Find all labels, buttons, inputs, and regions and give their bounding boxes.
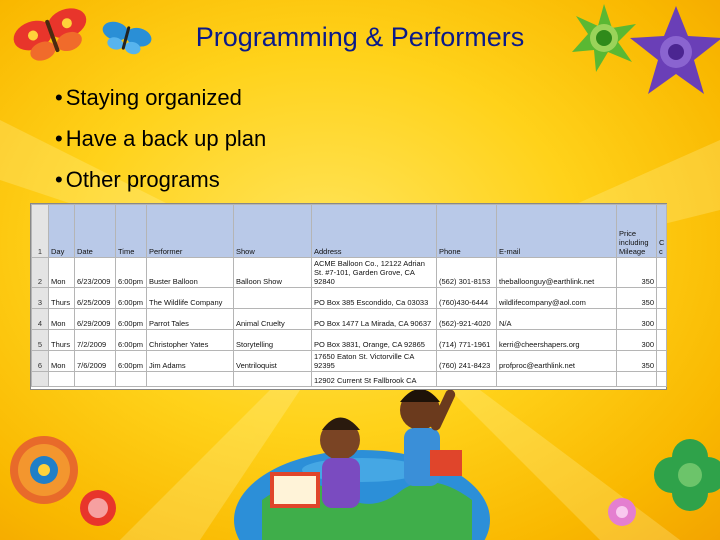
table-cell: The Wildlife Company [147, 288, 234, 309]
table-cell: Thurs [49, 330, 75, 351]
table-cell [657, 330, 667, 351]
table-cell: 6/29/2009 [75, 309, 116, 330]
table-cell: Thurs [49, 288, 75, 309]
pink-flower-icon [608, 498, 636, 526]
table-cell: ACME Balloon Co., 12122 Adrian St. #7-101, Garden Grove, CA 92840 [312, 258, 437, 288]
row-number: 4 [32, 309, 49, 330]
bullet-marker: • [55, 126, 63, 151]
table-cell: 300 [617, 330, 657, 351]
row-number [32, 372, 49, 387]
bullet-item [55, 125, 266, 166]
table-cell [75, 372, 116, 387]
table-cell: (562) 301-8153 [437, 258, 497, 288]
header-cell: Price including Mileage [617, 205, 657, 258]
table-cell: 350 [617, 351, 657, 372]
performer-spreadsheet [30, 203, 667, 390]
header-cell: Show [234, 205, 312, 258]
table-row [32, 351, 667, 372]
table-cell [49, 372, 75, 387]
green-flower-icon [654, 439, 720, 511]
table-cell: Parrot Tales [147, 309, 234, 330]
header-cell: C c [657, 205, 667, 258]
table-cell [657, 288, 667, 309]
bullet-item [55, 84, 266, 125]
table-cell: wildlifecompany@aol.com [497, 288, 617, 309]
table-row [32, 330, 667, 351]
spreadsheet-body [32, 258, 667, 387]
header-cell: Phone [437, 205, 497, 258]
table-cell: PO Box 1477 La Mirada, CA 90637 [312, 309, 437, 330]
table-cell [657, 309, 667, 330]
table-cell [147, 372, 234, 387]
row-number: 3 [32, 288, 49, 309]
table-cell: Mon [49, 309, 75, 330]
header-cell: Day [49, 205, 75, 258]
bullet-list [55, 84, 266, 207]
table-cell: Jim Adams [147, 351, 234, 372]
header-cell: Time [116, 205, 147, 258]
boy-waving-illustration [400, 388, 462, 486]
row-number: 5 [32, 330, 49, 351]
bullet-marker: • [55, 167, 63, 192]
table-cell: theballoonguy@earthlink.net [497, 258, 617, 288]
header-cell: Address [312, 205, 437, 258]
header-cell: E-mail [497, 205, 617, 258]
table-cell [234, 372, 312, 387]
table-cell [234, 288, 312, 309]
table-cell: Mon [49, 351, 75, 372]
table-cell: Christopher Yates [147, 330, 234, 351]
table-cell: Storytelling [234, 330, 312, 351]
table-cell: profproc@earthlink.net [497, 351, 617, 372]
small-flower-icon [80, 490, 116, 526]
table-cell: 350 [617, 288, 657, 309]
table-cell: Balloon Show [234, 258, 312, 288]
table-cell: (760) 241-8423 [437, 351, 497, 372]
bullet-text: Other programs [65, 167, 220, 192]
row-number: 6 [32, 351, 49, 372]
table-cell: 6:00pm [116, 330, 147, 351]
table-cell: (760)430-6444 [437, 288, 497, 309]
header-row [32, 205, 667, 258]
table-cell: 6:00pm [116, 288, 147, 309]
table-cell: 350 [617, 258, 657, 288]
table-cell: 17650 Eaton St. Victorville CA 92395 [312, 351, 437, 372]
table-cell: 6/23/2009 [75, 258, 116, 288]
table-cell: 7/6/2009 [75, 351, 116, 372]
table-cell [617, 372, 657, 387]
table-row [32, 258, 667, 288]
spreadsheet-table [31, 204, 667, 387]
gear-flower-icon [10, 436, 78, 504]
table-cell: 12902 Current St Fallbrook CA [312, 372, 437, 387]
table-cell [437, 372, 497, 387]
bullet-text: Staying organized [65, 85, 242, 110]
table-cell: PO Box 385 Escondido, Ca 03033 [312, 288, 437, 309]
table-cell: Buster Balloon [147, 258, 234, 288]
table-cell [116, 372, 147, 387]
header-cell: Performer [147, 205, 234, 258]
bullet-item [55, 166, 266, 207]
slide-title: Programming & Performers [195, 22, 525, 52]
table-cell: 6:00pm [116, 351, 147, 372]
bullet-marker: • [55, 85, 63, 110]
table-cell: Mon [49, 258, 75, 288]
table-cell: 6:00pm [116, 309, 147, 330]
table-cell: N/A [497, 309, 617, 330]
row-number: 1 [32, 205, 49, 258]
table-row [32, 288, 667, 309]
table-cell: (714) 771-1961 [437, 330, 497, 351]
table-cell [497, 372, 617, 387]
table-cell: Ventriloquist [234, 351, 312, 372]
table-cell [657, 351, 667, 372]
table-cell: PO Box 3831, Orange, CA 92865 [312, 330, 437, 351]
table-cell: 7/2/2009 [75, 330, 116, 351]
bullet-text: Have a back up plan [65, 126, 267, 151]
table-row [32, 309, 667, 330]
table-cell [657, 258, 667, 288]
table-cell: 6/25/2009 [75, 288, 116, 309]
table-cell: Animal Cruelty [234, 309, 312, 330]
row-number: 2 [32, 258, 49, 288]
header-cell: Date [75, 205, 116, 258]
table-cell: (562)-921-4020 [437, 309, 497, 330]
table-cell: 300 [617, 309, 657, 330]
table-cell: 6:00pm [116, 258, 147, 288]
table-cell: kerri@cheershapers.org [497, 330, 617, 351]
table-row [32, 372, 667, 387]
table-cell [657, 372, 667, 387]
